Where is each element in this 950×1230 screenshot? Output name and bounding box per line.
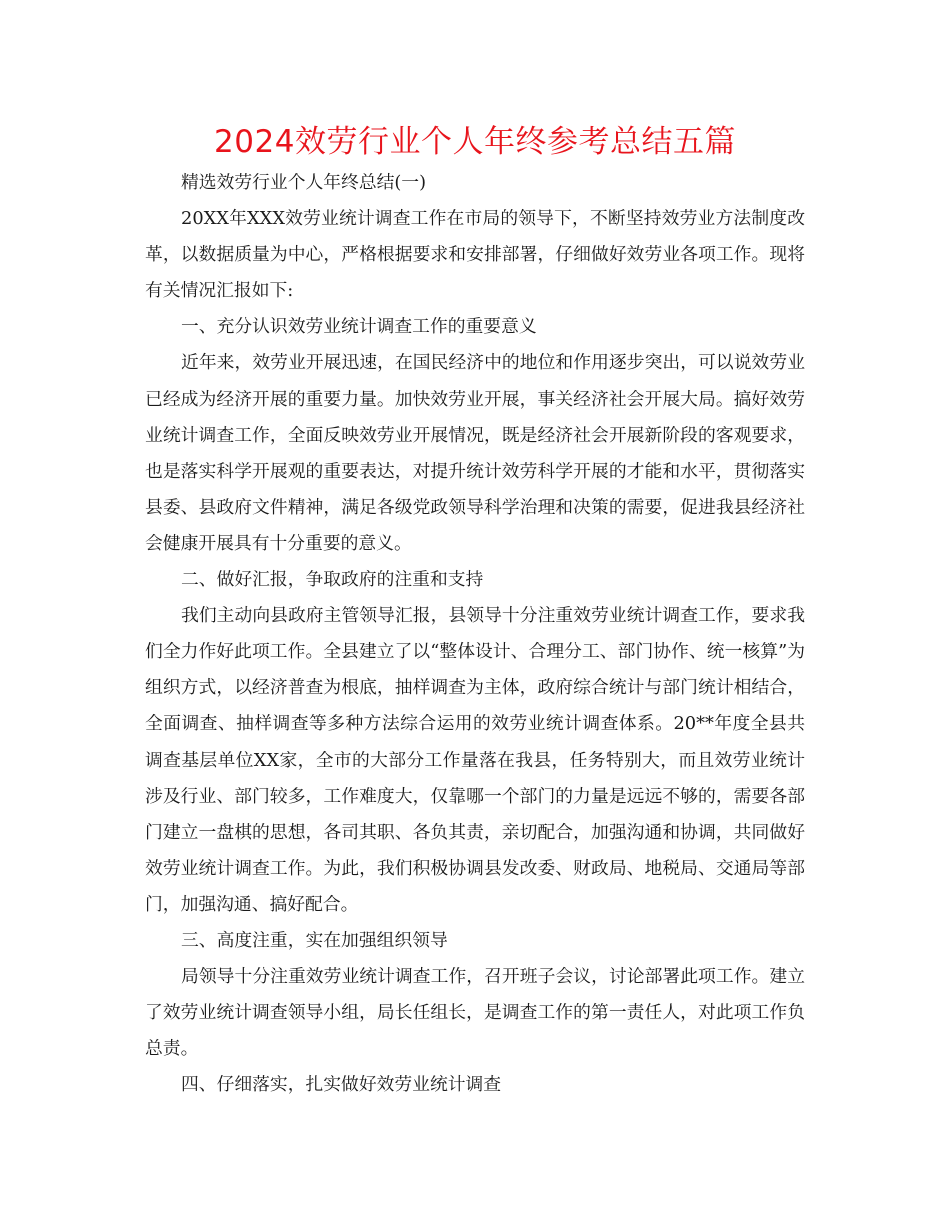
section-2-paragraph: 我们主动向县政府主管领导汇报，县领导十分注重效劳业统计调查工作，要求我们全力作好此项工作。全县建立了以“整体设计、合理分工、部门协作、统一核算”为组织方式，以经济普查为根底，抽样调查为主体，政府综合统计与部门统计相结合，全面调查、抽样调查等多种方法综合运用的效劳业统计调查体系。20**年度全县共调查基层单位XX家，全市的大部分工作量落在我县，任务特别大，而且效劳业统计涉及行业、部门较多，工作难度大，仅靠哪一个部门的力量是远远不够的，需要各部门建立一盘棋的思想，各司其职、各负其责，亲切配合，加强沟通和协调，共同做好效劳业统计调查工作。为此，我们积极协调县发改委、财政局、地税局、交通局等部门，加强沟通、搞好配合。 [145,605,805,915]
section-3-paragraph: 局领导十分注重效劳业统计调查工作，召开班子会议，讨论部署此项工作。建立了效劳业统计调查领导小组，局长任组长，是调查工作的第一责任人，对此项工作负总责。 [145,966,805,1060]
section-heading-3: 三、高度注重，实在加强组织领导 [181,929,448,951]
intro-paragraph: 20XX年XXX效劳业统计调查工作在市局的领导下，不断坚持效劳业方法制度改革，以数据质量为中心，严格根据要求和安排部署，仔细做好效劳业各项工作。现将有关情况汇报如下: [145,208,805,302]
section-1-paragraph: 近年来，效劳业开展迅速，在国民经济中的地位和作用逐步突出，可以说效劳业已经成为经济开展的重要力量。加快效劳业开展，事关经济社会开展大局。搞好效劳业统计调查工作，全面反映效劳业开展情况，既是经济社会开展新阶段的客观要求，也是落实科学开展观的重要表达，对提升统计效劳科学开展的才能和水平，贯彻落实县委、县政府文件精神，满足各级党政领导科学治理和决策的需要，促进我县经济社会健康开展具有十分重要的意义。 [145,352,805,554]
document-title: 2024效劳行业个人年终参考总结五篇 [214,124,736,160]
section-heading-1: 一、充分认识效劳业统计调查工作的重要意义 [181,316,537,338]
section-heading-4: 四、仔细落实，扎实做好效劳业统计调查 [181,1074,502,1096]
subtitle-paragraph: 精选效劳行业个人年终总结(一) [181,172,427,193]
document-body [145,165,805,1103]
section-heading-2: 二、做好汇报，争取政府的注重和支持 [181,569,484,591]
